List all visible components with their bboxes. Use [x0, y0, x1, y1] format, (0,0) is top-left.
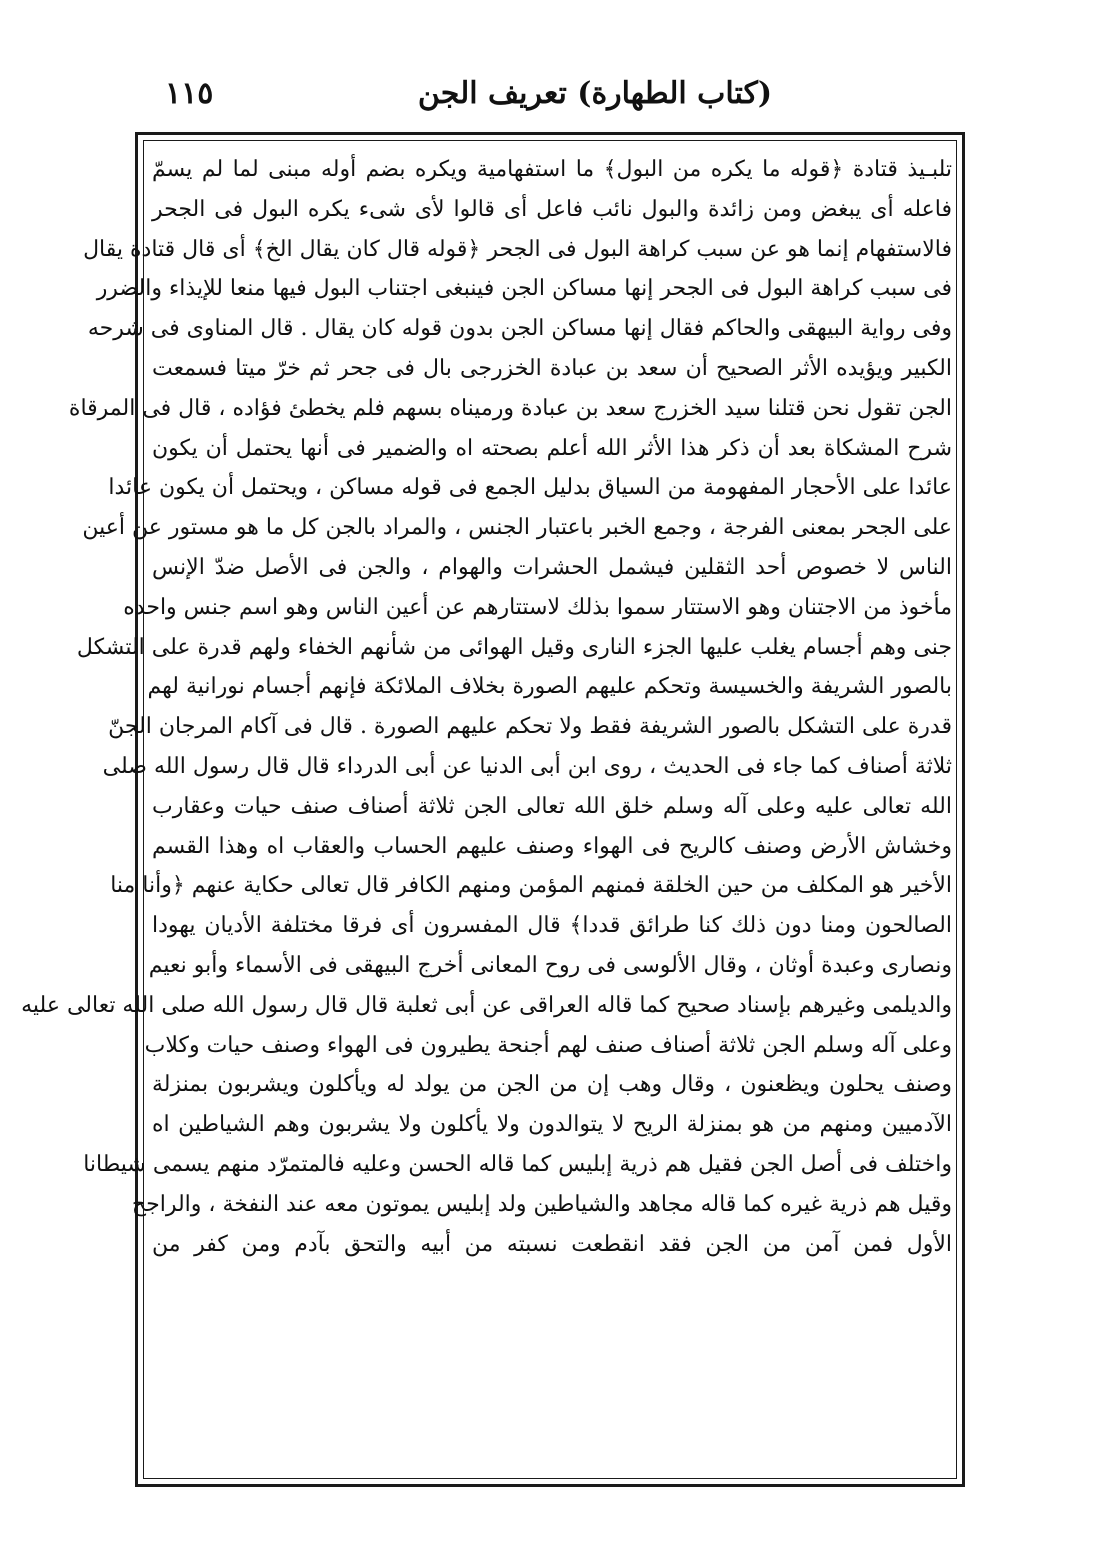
text-line: وعلى آله وسلم الجن ثلاثة أصناف صنف لهم أجنحة يطيرون فى الهواء وصنف حيات وكلاب — [144, 1032, 952, 1058]
text-line: بالصور الشريفة والخسيسة وتحكم عليهم الصورة بخلاف الملائكة فإنهم أجسام نورانية لهم — [147, 674, 952, 700]
text-line: وصنف يحلون ويظعنون ، وقال وهب إن من الجن من يولد له ويأكلون ويشربون بمنزلة — [152, 1072, 952, 1098]
text-line: فالاستفهام إنما هو عن سبب كراهة البول فى الجحر ﴿قوله قال كان يقال الخ﴾ أى قال قتادة يقال — [83, 236, 952, 262]
text-line: شرح المشكاة بعد أن ذكر هذا الأثر الله أعلم بصحته اه والضمير فى أنها يحتمل أن يكون — [152, 435, 952, 461]
text-line: الصالحون ومنا دون ذلك كنا طرائق قددا﴾ قال المفسرون أى فرقا مختلفة الأديان يهودا — [152, 913, 952, 939]
text-line: الآدميين ومنهم من هو بمنزلة الريح لا يتوالدون ولا يأكلون ولا يشربون وهم الشياطين اه — [152, 1112, 952, 1138]
text-line: قدرة على التشكل بالصور الشريفة فقط ولا تحكم عليهم الصورة . قال فى آكام المرجان الجنّ — [108, 714, 952, 740]
text-line: واختلف فى أصل الجن فقيل هم ذرية إبليس كما قاله الحسن وعليه فالمتمرّد منهم يسمى شيطانا — [83, 1151, 952, 1177]
text-line: ثلاثة أصناف كما جاء فى الحديث ، روى ابن أبى الدنيا عن أبى الدرداء قال قال رسول الله صلى — [102, 753, 952, 779]
running-title: (كتاب الطهارة) تعريف الجن — [417, 76, 773, 111]
text-line: ونصارى وعبدة أوثان ، وقال الألوسى فى روح المعانى أخرج البيهقى فى الأسماء وأبو نعيم — [148, 952, 952, 978]
text-line: مأخوذ من الاجتنان وهو الاستتار سموا بذلك لاستتارهم عن أعين الناس وهو اسم جنس واحده — [123, 594, 952, 620]
text-line: وقيل هم ذرية غيره كما قاله مجاهد والشياطين ولد إبليس يموتون معه عند النفخة ، والراجح — [131, 1191, 952, 1217]
text-line: الناس لا خصوص أحد الثقلين فيشمل الحشرات والهوام ، والجن فى الأصل ضدّ الإنس — [152, 554, 952, 580]
text-line: عائدا على الأحجار المفهومة من السياق بدليل الجمع فى قوله مساكن ، ويحتمل أن يكون عائدا — [108, 475, 952, 501]
text-line: الجن تقول نحن قتلنا سيد الخزرج سعد بن عبادة ورميناه بسهم فلم يخطئ فؤاده ، قال فى المرقاة — [68, 395, 952, 421]
text-line: والديلمى وغيرهم بإسناد صحيح كما قاله العراقى عن أبى ثعلبة قال قال رسول الله صلى الله تعالى عليه — [21, 992, 952, 1018]
text-line: وفى رواية البيهقى والحاكم فقال إنها مساكن الجن بدون قوله كان يقال . قال المناوى فى شرحه — [87, 316, 952, 342]
text-line: الأول فمن آمن من الجن فقد انقطعت نسبته من أبيه والتحق بآدم ومن كفر من — [152, 1231, 952, 1257]
text-line: الأخير هو المكلف من حين الخلقة فمنهم المؤمن ومنهم الكافر قال تعالى حكاية عنهم ﴿وأنا منا — [110, 873, 952, 899]
body-text — [21, 150, 952, 1264]
text-line: الله تعالى عليه وعلى آله وسلم خلق الله تعالى الجن ثلاثة أصناف صنف حيات وعقارب — [152, 793, 952, 819]
text-line: على الجحر بمعنى الفرجة ، وجمع الخبر باعتبار الجنس ، والمراد بالجن كل ما هو مستور عن أعين — [82, 515, 952, 541]
text-line: فى سبب كراهة البول فى الجحر إنها مساكن الجن فينبغى اجتناب البول فيها منعا للإيذاء والضرر — [96, 276, 952, 302]
page-header — [135, 70, 965, 126]
text-line: وخشاش الأرض وصنف كالريح فى الهواء وصنف عليهم الحساب والعقاب اه وهذا القسم — [152, 833, 952, 859]
text-line: تلبـيذ قتادة ﴿قوله ما يكره من البول﴾ ما استفهامية ويكره بضم أوله مبنى لما لم يسمّ — [152, 157, 952, 182]
page-number: ١١٥ — [165, 76, 214, 111]
text-line: الكبير ويؤيده الأثر الصحيح أن سعد بن عبادة الخزرجى بال فى جحر ثم خرّ ميتا فسمعت — [152, 355, 952, 381]
text-line: فاعله أى يبغض ومن زائدة والبول نائب فاعل أى قالوا لأى شىء يكره البول فى الجحر — [152, 196, 952, 222]
text-line: جنى وهم أجسام يغلب عليها الجزء النارى وقيل الهوائى من شأنهم الخفاء ولهم قدرة على التشكل — [76, 634, 952, 660]
